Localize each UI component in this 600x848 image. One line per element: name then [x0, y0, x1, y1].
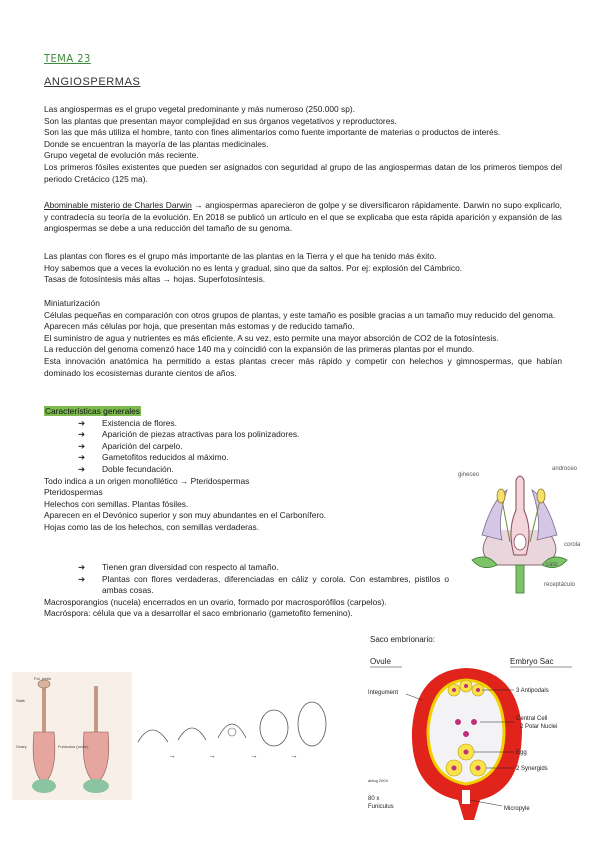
- caracteristicas-line: Todo indica a un origen monofilético → Pteridospermas: [44, 475, 250, 486]
- saco-title: Saco embrionario:: [370, 635, 435, 644]
- intro-line: Grupo vegetal de evolución más reciente.: [44, 150, 199, 161]
- flores-block: [44, 251, 562, 286]
- arrow-icon: ➔: [78, 417, 86, 428]
- intro-block: [44, 104, 562, 185]
- darwin-text: → angiospermas aparecieron de golpe y se diversificaron rápidamente. Darwin no supo explicarlo, y contradecía su teoría de la evolución. En 2018 se publicó un artículo en el que se explicaba que esta rápida aparición y expansión de las angiospermas se debe a una reducción del tamaño de su genoma.: [44, 200, 563, 234]
- sketch-label: Funiculus (ovule): [58, 744, 89, 749]
- antipodals-label: 3 Antipodals: [516, 688, 549, 694]
- micropyle-label: Micropyle: [504, 806, 530, 812]
- label-androceo: androceo: [552, 466, 578, 472]
- ovule-shape: [514, 534, 526, 550]
- flores-line: Hoy sabemos que a veces la evolución no es lenta y gradual, sino que da saltos. Por ej: explosión del Cámbrico.: [44, 262, 463, 273]
- egg-label: Egg: [516, 750, 527, 756]
- tema-number: TEMA 23: [44, 52, 91, 65]
- label-caliz: cáliz: [546, 562, 559, 568]
- arrow-icon: ➔: [78, 562, 86, 572]
- miniaturizacion-line: Aparecen más células por hoja, que presentan más estomas y de reducido tamaño.: [44, 321, 355, 332]
- miniaturizacion-line: Esta innovación anatómica ha permitido a estas plantas crecer más rápido y competir con helechos y gimnospermas, que habían dominado los ecosistemas durante cientos de años.: [44, 355, 562, 378]
- list-item: ➔ Tienen gran diversidad con respecto al tamaño.: [78, 562, 279, 572]
- intro-line: Son las plantas que presentan mayor complejidad en sus órganos vegetativos y reproductores.: [44, 115, 397, 126]
- ovary-sketch: [12, 672, 132, 800]
- embryo-sac-diagram: [362, 650, 600, 840]
- list-item: ➔ Doble fecundación.: [78, 463, 174, 474]
- intro-line: Los primeros fósiles existentes que pueden ser asignados con seguridad al grupo de las angiospermas datan de los primeros tiempos del periodo Cretácico (125 ma).: [44, 161, 562, 184]
- sketch-label: Stalk: [16, 698, 25, 703]
- intro-line: Donde se encuentran la mayoría de las plantas medicinales.: [44, 138, 269, 149]
- list-item: ➔ Plantas con flores verdaderas, diferenciadas en cáliz y corola. Con estambres, pistilos o ambas cosas.: [78, 573, 449, 596]
- caracteristicas-line: Aparecen en el Devónico superior y son muy abundantes en el Carbonífero.: [44, 510, 327, 521]
- svg-text:→: →: [208, 751, 216, 760]
- sketch-label: Fol. pistin: [34, 676, 52, 681]
- funiculus-label: Funiculus: [368, 804, 394, 810]
- list-item: ➔ Aparición del carpelo.: [78, 440, 183, 451]
- caracteristicas-final-line: Macrosporangios (nucela) encerrados en un ovario, formado por macrosporófilos (carpelos).: [44, 596, 387, 607]
- caracteristicas-list: [78, 418, 424, 476]
- caracteristicas-block: [44, 406, 424, 534]
- magnification-label: 80 x: [368, 796, 380, 802]
- caracteristicas-final-line: Macróspora: célula que va a desarrollar el saco embrionario (gametofito femenino).: [44, 608, 353, 619]
- miniaturizacion-line: La reducción del genoma comenzó hace 140 ma y coincidió con la expansión de las primeras plantas por el mundo.: [44, 344, 475, 355]
- arrow-icon: ➔: [78, 573, 86, 584]
- arrow-icon: ➔: [78, 463, 86, 474]
- label-corola: corola: [564, 542, 581, 548]
- miniaturizacion-line: Células pequeñas en comparación con otros grupos de plantas, y este tamaño es posible gracias a un tamaño muy reducido del genoma.: [44, 309, 556, 320]
- svg-text:→: →: [250, 751, 258, 760]
- caracteristicas-line: Helechos con semillas. Plantas fósiles.: [44, 498, 189, 509]
- svg-text:→: →: [168, 751, 176, 760]
- page-title: ANGIOSPERMAS: [44, 76, 141, 88]
- miniaturizacion-title: Miniaturización: [44, 298, 100, 308]
- development-sequence: [132, 694, 336, 766]
- stem-shape: [516, 565, 524, 593]
- sketch-label: Ovary: [16, 744, 27, 749]
- list-item: ➔ Gametofitos reducidos al máximo.: [78, 452, 229, 463]
- caracteristicas-line: Hojas como las de los helechos, con semillas verdaderas.: [44, 521, 260, 532]
- anther-left: [497, 489, 505, 503]
- ovule-label: Ovule: [370, 657, 391, 666]
- list-item: ➔ Aparición de piezas atractivas para los polinizadores.: [78, 429, 300, 440]
- anther-right: [537, 489, 545, 503]
- darwin-title: Abominable misterio de Charles Darwin: [44, 200, 192, 210]
- list-item: ➔ Existencia de flores.: [78, 417, 177, 428]
- arrow-icon: ➔: [78, 452, 86, 463]
- embryo-sac-label: Embryo Sac: [510, 657, 554, 666]
- miniaturizacion-block: [44, 298, 562, 379]
- flower-diagram: [452, 460, 587, 595]
- intro-line: Son las que más utiliza el hombre, tanto con fines alimentarios como fuente importante de materias o productos de interés.: [44, 127, 501, 138]
- intro-line: Las angiospermas es el grupo vegetal predominante y más numeroso (250.000 sp).: [44, 104, 355, 114]
- darwin-paragraph: [44, 200, 562, 235]
- credit-label: ablog 2004: [368, 778, 388, 783]
- caracteristicas-list-2: [78, 562, 449, 597]
- synergids-label: 2 Synergids: [516, 766, 548, 772]
- label-gineceo: gineceo: [458, 472, 480, 478]
- flores-line: Tasas de fotosíntesis más altas → hojas. Superfotosíntesis.: [44, 274, 266, 285]
- caracteristicas-block-2: [44, 562, 449, 620]
- label-receptaculo: receptáculo: [544, 582, 576, 588]
- caracteristicas-title: Características generales: [45, 406, 140, 416]
- miniaturizacion-line: El suministro de agua y nutrientes es más eficiente. A su vez, esto permite una mayor absorción de CO2 de la fotosíntesis.: [44, 332, 499, 343]
- central-cell-label: Central Cell: [516, 716, 548, 722]
- svg-text:→: →: [290, 751, 298, 760]
- flores-line: Las plantas con flores es el grupo más importante de las plantas en la Tierra y el que ha tenido más éxito.: [44, 251, 437, 261]
- caracteristicas-line: Pteridospermas: [44, 487, 103, 498]
- arrow-icon: ➔: [78, 429, 86, 440]
- arrow-icon: ➔: [78, 440, 86, 451]
- integument-label: Integument: [368, 690, 399, 696]
- polar-nuclei-label: 2 Polar Nuclei: [520, 724, 558, 730]
